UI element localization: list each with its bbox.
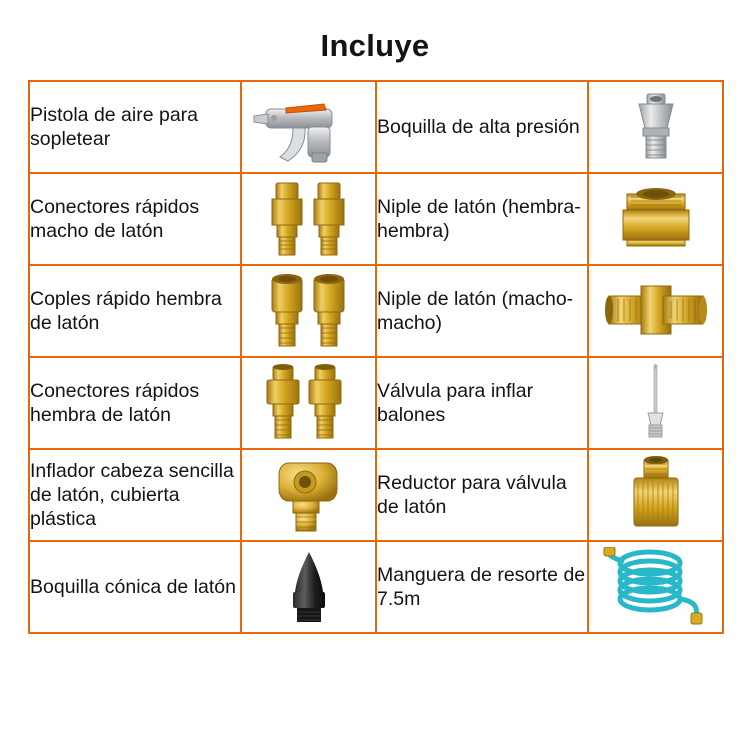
brass-nipple-female-female-icon [589, 176, 722, 262]
item-label-cell: Boquilla cónica de latón [29, 541, 241, 633]
item-image-cell [588, 449, 723, 541]
item-image-cell [241, 541, 376, 633]
table-row [29, 449, 723, 541]
item-label-cell: Niple de latón (hembra-hembra) [376, 173, 588, 265]
brass-valve-reducer-icon [589, 452, 722, 538]
brass-female-quick-connector-icon [242, 360, 375, 446]
brass-nipple-male-male-icon [589, 268, 722, 354]
item-label-cell: Conectores rápidos macho de latón [29, 173, 241, 265]
table-row [29, 357, 723, 449]
item-image-cell [241, 449, 376, 541]
coiled-spring-hose-icon [589, 544, 722, 630]
brass-female-quick-coupler-icon [242, 268, 375, 354]
air-blow-gun-icon [242, 84, 375, 170]
item-label-cell: Reductor para válvula de latón [376, 449, 588, 541]
brass-single-head-inflator-icon [242, 452, 375, 538]
item-label-cell: Coples rápido hembra de latón [29, 265, 241, 357]
table-row [29, 541, 723, 633]
item-label-cell: Niple de latón (macho-macho) [376, 265, 588, 357]
includes-table [28, 80, 724, 634]
ball-inflation-needle-icon [589, 360, 722, 446]
item-label-cell: Conectores rápidos hembra de latón [29, 357, 241, 449]
page-title: Incluye [320, 28, 430, 63]
brass-conical-nozzle-icon [242, 544, 375, 630]
item-image-cell [241, 357, 376, 449]
table-row [29, 173, 723, 265]
item-image-cell [588, 357, 723, 449]
item-label-cell: Boquilla de alta presión [376, 81, 588, 173]
table-row [29, 265, 723, 357]
table-row [29, 81, 723, 173]
item-label-cell: Pistola de aire para sopletear [29, 81, 241, 173]
high-pressure-nozzle-icon [589, 84, 722, 170]
item-image-cell [241, 173, 376, 265]
item-label-cell: Inflador cabeza sencilla de latón, cubierta plástica [29, 449, 241, 541]
item-image-cell [588, 541, 723, 633]
item-image-cell [241, 265, 376, 357]
item-label-cell: Manguera de resorte de 7.5m [376, 541, 588, 633]
item-image-cell [241, 81, 376, 173]
brass-male-quick-connector-icon [242, 176, 375, 262]
item-image-cell [588, 81, 723, 173]
item-image-cell [588, 265, 723, 357]
item-image-cell [588, 173, 723, 265]
item-label-cell: Válvula para inflar balones [376, 357, 588, 449]
